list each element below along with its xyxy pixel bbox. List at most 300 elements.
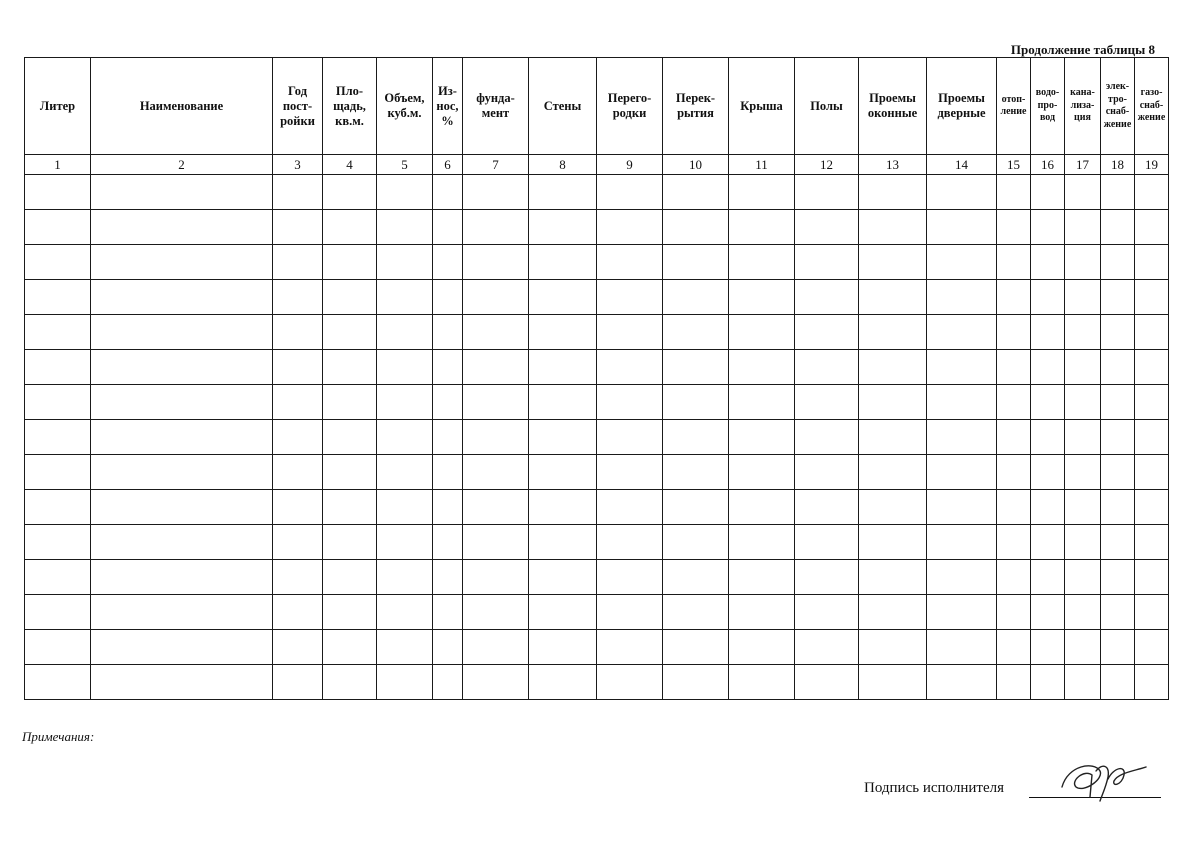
table-cell: [1135, 525, 1169, 560]
table-cell: [597, 455, 663, 490]
table-cell: [25, 210, 91, 245]
table-row: [25, 525, 1169, 560]
table-cell: [1031, 455, 1065, 490]
table-cell: [859, 560, 927, 595]
table-cell: [529, 560, 597, 595]
table-cell: [433, 665, 463, 700]
table-cell: [463, 595, 529, 630]
table-cell: [1031, 315, 1065, 350]
table-cell: [597, 280, 663, 315]
table-cell: [377, 595, 433, 630]
table-cell: [433, 350, 463, 385]
table-cell: [795, 665, 859, 700]
table-cell: [1135, 245, 1169, 280]
table-cell: [729, 525, 795, 560]
table-cell: [927, 385, 997, 420]
table-row: [25, 595, 1169, 630]
table-cell: [463, 315, 529, 350]
table-cell: [1101, 385, 1135, 420]
table-cell: [1135, 280, 1169, 315]
table-cell: [323, 560, 377, 595]
table-cell: [1135, 490, 1169, 525]
table-cell: [323, 245, 377, 280]
table-cell: [91, 525, 273, 560]
table-cell: [433, 455, 463, 490]
table-cell: [1031, 350, 1065, 385]
table-cell: [927, 665, 997, 700]
header-floors: Полы: [795, 58, 859, 155]
table-cell: [25, 245, 91, 280]
table-cell: [323, 280, 377, 315]
table-cell: [729, 595, 795, 630]
table-cell: [323, 315, 377, 350]
table-cell: [463, 665, 529, 700]
table-cell: [463, 280, 529, 315]
table-cell: [377, 280, 433, 315]
table-cell: [997, 175, 1031, 210]
table-cell: [529, 595, 597, 630]
table-cell: [1065, 210, 1101, 245]
table-cell: [1135, 595, 1169, 630]
table-cell: [997, 490, 1031, 525]
table-cell: [1101, 315, 1135, 350]
table-cell: [1065, 420, 1101, 455]
column-number: 4: [323, 155, 377, 175]
table-cell: [529, 455, 597, 490]
table-cell: [91, 245, 273, 280]
table-cell: [1031, 420, 1065, 455]
table-cell: [323, 525, 377, 560]
table-cell: [529, 245, 597, 280]
header-gas-supply: газо- снаб- жение: [1135, 58, 1169, 155]
table-cell: [529, 315, 597, 350]
table-cell: [91, 420, 273, 455]
table-cell: [273, 665, 323, 700]
table-row: [25, 560, 1169, 595]
table-caption: Продолжение таблицы 8: [1010, 42, 1155, 57]
header-area: Пло- щадь, кв.м.: [323, 58, 377, 155]
table-cell: [859, 665, 927, 700]
table-cell: [273, 245, 323, 280]
table-cell: [927, 175, 997, 210]
table-cell: [1135, 385, 1169, 420]
table-row: [25, 315, 1169, 350]
table-cell: [1135, 175, 1169, 210]
table-cell: [859, 595, 927, 630]
table-cell: [997, 595, 1031, 630]
table-cell: [91, 350, 273, 385]
column-number: 2: [91, 155, 273, 175]
table-cell: [1065, 665, 1101, 700]
table-cell: [91, 630, 273, 665]
table-cell: [91, 560, 273, 595]
table-cell: [529, 280, 597, 315]
table-cell: [1031, 280, 1065, 315]
table-cell: [997, 280, 1031, 315]
table-cell: [91, 210, 273, 245]
table-cell: [997, 315, 1031, 350]
table-row: [25, 280, 1169, 315]
table-cell: [927, 490, 997, 525]
table-cell: [729, 630, 795, 665]
table-cell: [663, 490, 729, 525]
table-cell: [273, 280, 323, 315]
table-cell: [859, 210, 927, 245]
table-cell: [1135, 420, 1169, 455]
table-cell: [273, 175, 323, 210]
table-cell: [729, 210, 795, 245]
table-cell: [1135, 455, 1169, 490]
table-cell: [597, 665, 663, 700]
column-number: 19: [1135, 155, 1169, 175]
table-cell: [323, 630, 377, 665]
column-number: 14: [927, 155, 997, 175]
column-number: 18: [1101, 155, 1135, 175]
table-cell: [663, 525, 729, 560]
table-cell: [25, 630, 91, 665]
table-cell: [91, 315, 273, 350]
header-water-supply: водо- про- вод: [1031, 58, 1065, 155]
column-number: 6: [433, 155, 463, 175]
table-cell: [25, 385, 91, 420]
table-cell: [323, 420, 377, 455]
table-cell: [597, 245, 663, 280]
table-cell: [859, 490, 927, 525]
table-cell: [463, 560, 529, 595]
table-cell: [25, 490, 91, 525]
table-row: [25, 245, 1169, 280]
table-cell: [377, 560, 433, 595]
table-cell: [795, 315, 859, 350]
table-cell: [1031, 210, 1065, 245]
table-row: [25, 455, 1169, 490]
table-cell: [663, 280, 729, 315]
table-cell: [323, 385, 377, 420]
table-cell: [1031, 245, 1065, 280]
header-volume: Объем, куб.м.: [377, 58, 433, 155]
table-cell: [25, 350, 91, 385]
header-floors-overlap: Перек- рытия: [663, 58, 729, 155]
table-cell: [927, 210, 997, 245]
table-cell: [663, 420, 729, 455]
column-number: 10: [663, 155, 729, 175]
table-cell: [463, 525, 529, 560]
header-electricity: элек- тро- снаб- жение: [1101, 58, 1135, 155]
table-cell: [859, 245, 927, 280]
table-cell: [25, 595, 91, 630]
table-cell: [597, 175, 663, 210]
table-cell: [1101, 350, 1135, 385]
table-cell: [323, 665, 377, 700]
column-number: 11: [729, 155, 795, 175]
table-cell: [1065, 245, 1101, 280]
header-foundation: фунда- мент: [463, 58, 529, 155]
column-number: 13: [859, 155, 927, 175]
table-cell: [859, 350, 927, 385]
table-cell: [795, 210, 859, 245]
table-cell: [377, 175, 433, 210]
table-cell: [927, 525, 997, 560]
table-cell: [25, 315, 91, 350]
table-cell: [997, 210, 1031, 245]
table-cell: [25, 280, 91, 315]
table-cell: [859, 630, 927, 665]
table-cell: [1065, 280, 1101, 315]
table-cell: [273, 210, 323, 245]
table-cell: [433, 595, 463, 630]
table-cell: [463, 175, 529, 210]
table-cell: [91, 385, 273, 420]
table-cell: [1101, 490, 1135, 525]
table-cell: [927, 350, 997, 385]
table-cell: [597, 385, 663, 420]
table-cell: [377, 665, 433, 700]
table-cell: [927, 595, 997, 630]
table-cell: [463, 245, 529, 280]
table-cell: [663, 350, 729, 385]
table-cell: [463, 420, 529, 455]
notes-label: Примечания:: [22, 729, 95, 744]
table-cell: [1101, 560, 1135, 595]
column-number: 8: [529, 155, 597, 175]
table-cell: [1101, 630, 1135, 665]
table-cell: [597, 350, 663, 385]
table-cell: [1101, 595, 1135, 630]
table-cell: [663, 630, 729, 665]
table-cell: [663, 175, 729, 210]
table-cell: [273, 420, 323, 455]
table-cell: [927, 420, 997, 455]
table-row: [25, 490, 1169, 525]
table-cell: [597, 490, 663, 525]
table-cell: [795, 280, 859, 315]
table-cell: [663, 385, 729, 420]
handwritten-signature: [1054, 757, 1154, 807]
column-number: 17: [1065, 155, 1101, 175]
table-cell: [433, 210, 463, 245]
table-cell: [377, 350, 433, 385]
table-cell: [597, 560, 663, 595]
table-cell: [997, 350, 1031, 385]
table-cell: [1065, 490, 1101, 525]
table-cell: [273, 630, 323, 665]
table-cell: [795, 630, 859, 665]
table-cell: [795, 490, 859, 525]
table-cell: [377, 245, 433, 280]
table-cell: [273, 595, 323, 630]
table-cell: [529, 175, 597, 210]
table-cell: [25, 525, 91, 560]
column-number: 12: [795, 155, 859, 175]
table-cell: [663, 455, 729, 490]
table-cell: [729, 665, 795, 700]
table-cell: [729, 490, 795, 525]
table-cell: [273, 560, 323, 595]
column-number: 5: [377, 155, 433, 175]
table-cell: [529, 525, 597, 560]
table-cell: [433, 420, 463, 455]
table-cell: [433, 630, 463, 665]
table-cell: [1101, 280, 1135, 315]
column-number: 7: [463, 155, 529, 175]
table-cell: [997, 455, 1031, 490]
table-cell: [997, 630, 1031, 665]
table-cell: [729, 175, 795, 210]
table-cell: [273, 315, 323, 350]
table-cell: [25, 455, 91, 490]
table-cell: [729, 560, 795, 595]
table-cell: [1065, 385, 1101, 420]
table-cell: [273, 350, 323, 385]
table-cell: [91, 595, 273, 630]
table-row: [25, 665, 1169, 700]
column-number-row: [25, 155, 1169, 175]
table-cell: [729, 280, 795, 315]
table-cell: [323, 210, 377, 245]
table-cell: [273, 490, 323, 525]
table-cell: [25, 420, 91, 455]
table-cell: [729, 385, 795, 420]
header-wear: Из- нос, %: [433, 58, 463, 155]
table-cell: [1031, 665, 1065, 700]
table-cell: [463, 455, 529, 490]
table-cell: [1031, 630, 1065, 665]
table-cell: [1031, 490, 1065, 525]
table-cell: [433, 525, 463, 560]
table-cell: [1065, 315, 1101, 350]
table-cell: [1135, 210, 1169, 245]
table-cell: [795, 245, 859, 280]
table-cell: [273, 455, 323, 490]
table-cell: [529, 350, 597, 385]
header-door-openings: Проемы дверные: [927, 58, 997, 155]
table-cell: [529, 420, 597, 455]
table-cell: [377, 210, 433, 245]
table-row: [25, 350, 1169, 385]
table-cell: [1065, 595, 1101, 630]
table-cell: [1031, 595, 1065, 630]
table-cell: [597, 210, 663, 245]
table-cell: [597, 315, 663, 350]
table-cell: [997, 385, 1031, 420]
table-row: [25, 630, 1169, 665]
table-cell: [1031, 560, 1065, 595]
table-cell: [859, 315, 927, 350]
table-cell: [25, 560, 91, 595]
table-cell: [529, 210, 597, 245]
table-cell: [1101, 455, 1135, 490]
table-cell: [927, 630, 997, 665]
table-cell: [597, 595, 663, 630]
table-cell: [1135, 665, 1169, 700]
table-cell: [1135, 630, 1169, 665]
table-cell: [1031, 385, 1065, 420]
table-cell: [463, 210, 529, 245]
table-cell: [927, 245, 997, 280]
table-row: [25, 175, 1169, 210]
table-cell: [1101, 420, 1135, 455]
table-cell: [1065, 175, 1101, 210]
table-cell: [433, 560, 463, 595]
table-cell: [663, 315, 729, 350]
table-cell: [597, 420, 663, 455]
table-row: [25, 385, 1169, 420]
header-partitions: Перего- родки: [597, 58, 663, 155]
table-cell: [1065, 525, 1101, 560]
table-cell: [463, 490, 529, 525]
header-liter: Литер: [25, 58, 91, 155]
table-cell: [323, 490, 377, 525]
table-cell: [859, 455, 927, 490]
table-cell: [91, 280, 273, 315]
header-roof: Крыша: [729, 58, 795, 155]
table-row: [25, 420, 1169, 455]
table-cell: [663, 560, 729, 595]
table-cell: [859, 420, 927, 455]
header-window-openings: Проемы оконные: [859, 58, 927, 155]
table-cell: [529, 630, 597, 665]
table-cell: [997, 420, 1031, 455]
table-cell: [859, 525, 927, 560]
header-year-built: Год пост- ройки: [273, 58, 323, 155]
table-cell: [1065, 455, 1101, 490]
table-cell: [1065, 560, 1101, 595]
table-cell: [323, 175, 377, 210]
table-cell: [377, 455, 433, 490]
column-number: 9: [597, 155, 663, 175]
table-cell: [795, 420, 859, 455]
header-sewerage: кана- лиза- ция: [1065, 58, 1101, 155]
table-cell: [1101, 175, 1135, 210]
table-cell: [795, 595, 859, 630]
table-cell: [323, 455, 377, 490]
table-cell: [323, 595, 377, 630]
table-cell: [529, 665, 597, 700]
table-cell: [377, 420, 433, 455]
table-cell: [433, 245, 463, 280]
table-cell: [927, 455, 997, 490]
table-cell: [927, 280, 997, 315]
column-number: 1: [25, 155, 91, 175]
table-cell: [597, 525, 663, 560]
table-cell: [377, 385, 433, 420]
table-cell: [795, 455, 859, 490]
table-cell: [997, 665, 1031, 700]
table-cell: [597, 630, 663, 665]
table-cell: [997, 245, 1031, 280]
table-cell: [1101, 665, 1135, 700]
table-cell: [663, 245, 729, 280]
table-cell: [1031, 525, 1065, 560]
column-number: 15: [997, 155, 1031, 175]
table-cell: [997, 525, 1031, 560]
table-cell: [25, 175, 91, 210]
table-cell: [1065, 630, 1101, 665]
table-cell: [529, 385, 597, 420]
table-cell: [377, 315, 433, 350]
table-cell: [25, 665, 91, 700]
table-cell: [529, 490, 597, 525]
table-cell: [377, 490, 433, 525]
header-walls: Стены: [529, 58, 597, 155]
table-cell: [1135, 315, 1169, 350]
header-heating: отоп- ление: [997, 58, 1031, 155]
table-cell: [795, 175, 859, 210]
signature-label: Подпись исполнителя: [864, 780, 1004, 796]
table-cell: [1101, 525, 1135, 560]
table-cell: [91, 455, 273, 490]
table-cell: [663, 665, 729, 700]
